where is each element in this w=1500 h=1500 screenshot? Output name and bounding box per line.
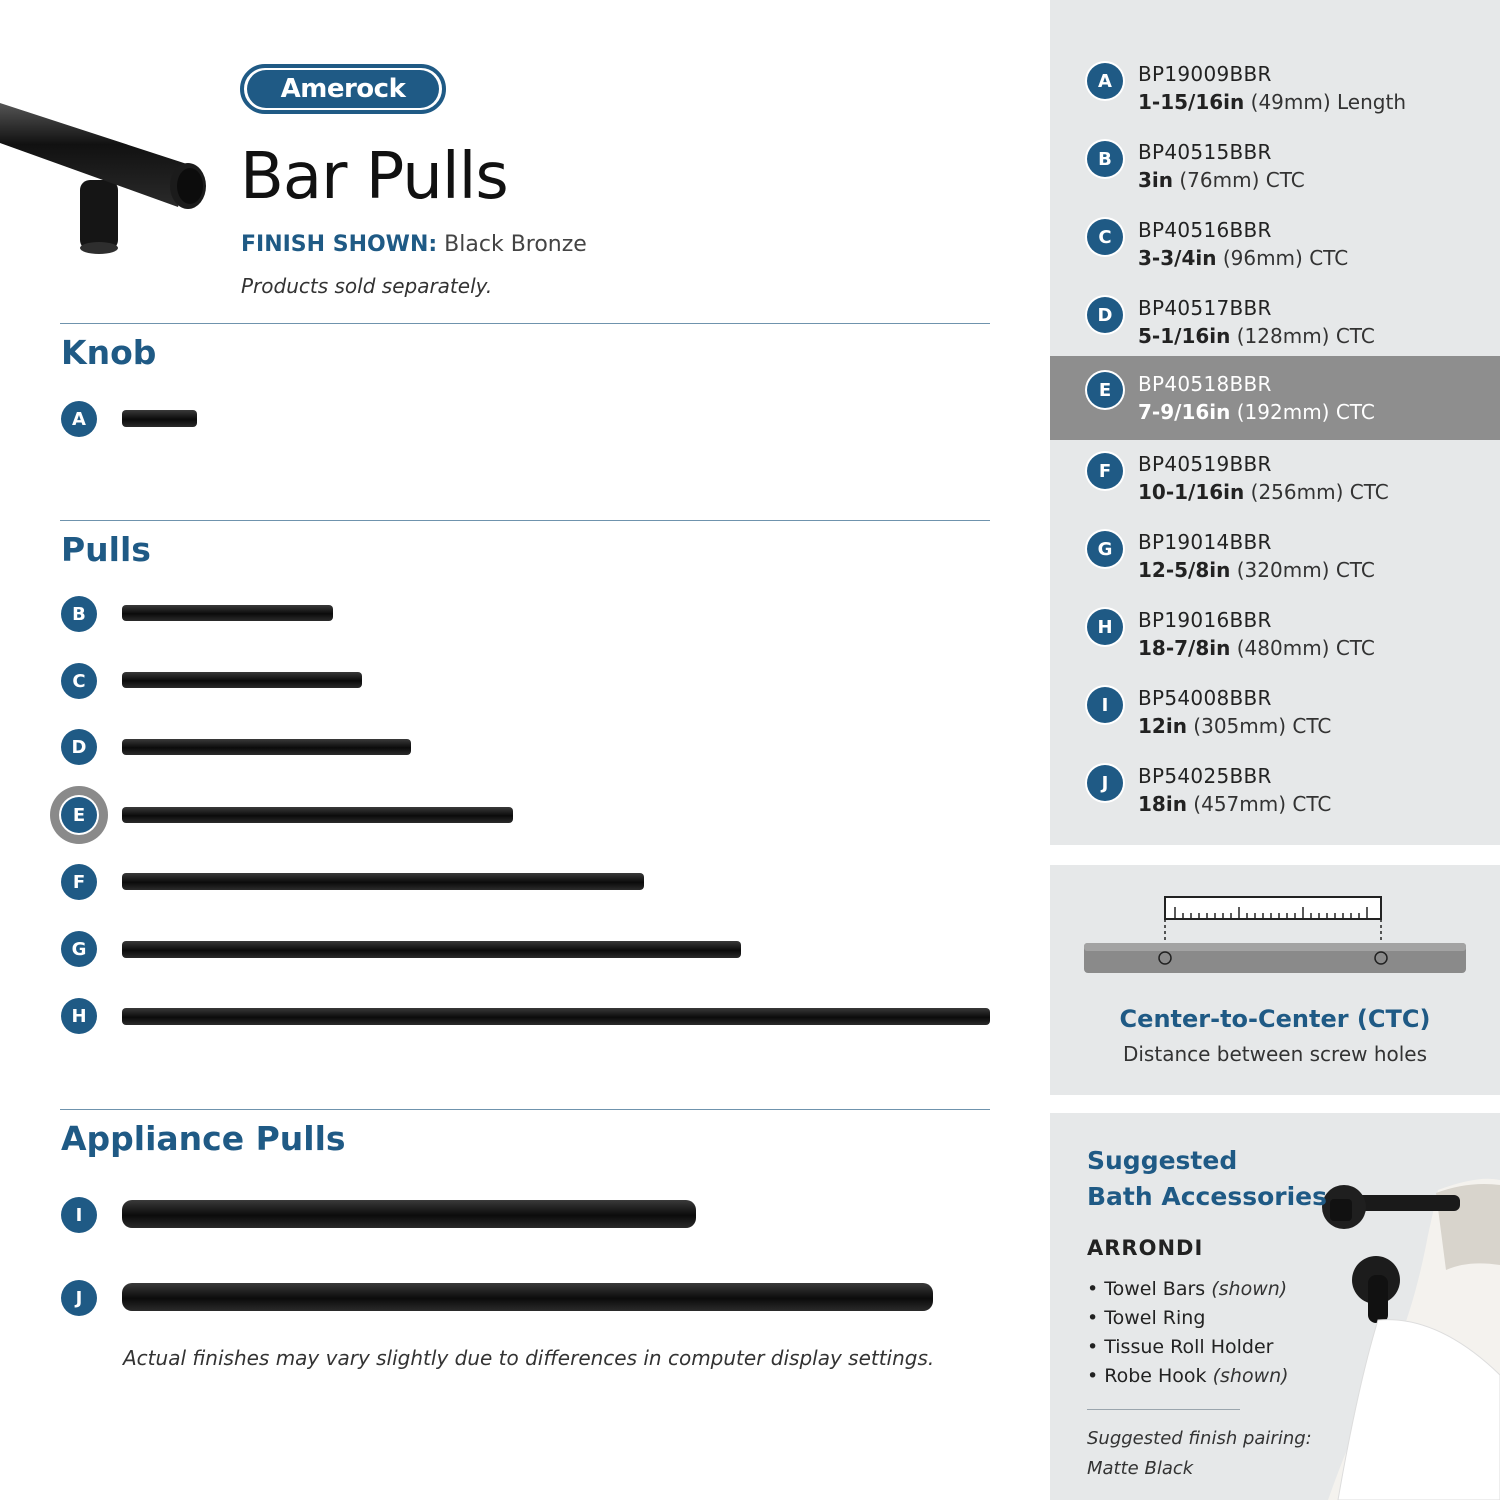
size-detail: (320mm) CTC (1236, 558, 1375, 582)
finish-value: Black Bronze (444, 232, 587, 257)
badge-a: A (61, 401, 97, 437)
size-detail: (256mm) CTC (1250, 480, 1389, 504)
list-size (1138, 480, 1389, 504)
size-detail: (96mm) CTC (1222, 246, 1349, 270)
suggested-title (1087, 1143, 1327, 1215)
accessory-name: Towel Ring (1104, 1307, 1206, 1329)
accessory-name: Towel Bars (1104, 1278, 1206, 1300)
size-detail: (76mm) CTC (1179, 168, 1305, 192)
size-imperial: 18-7/8in (1138, 636, 1231, 660)
footnote: Actual finishes may vary slightly due to differences in computer display settings. (123, 1346, 935, 1370)
size-imperial: 18in (1138, 792, 1187, 816)
list-size (1138, 90, 1406, 114)
list-size (1138, 558, 1375, 582)
list-size (1138, 792, 1331, 816)
finish-pairing-value: Matte Black (1087, 1458, 1194, 1479)
size-detail: (305mm) CTC (1193, 714, 1332, 738)
list-badge: B (1087, 141, 1123, 177)
bar-f (122, 873, 644, 890)
size-detail: (457mm) CTC (1193, 792, 1332, 816)
suggested-title-line1: Suggested (1087, 1146, 1238, 1175)
section-title-pulls: Pulls (61, 530, 151, 569)
list-sku: BP40518BBR (1138, 372, 1272, 396)
badge-c: C (61, 663, 97, 699)
list-badge: H (1087, 609, 1123, 645)
size-imperial: 1-15/16in (1138, 90, 1245, 114)
divider (1087, 1409, 1240, 1410)
list-size (1138, 714, 1331, 738)
bar-e (122, 807, 513, 823)
finish-pairing (1087, 1424, 1312, 1484)
divider (60, 520, 990, 521)
bar-j (122, 1283, 933, 1311)
bar-b (122, 605, 333, 621)
size-imperial: 5-1/16in (1138, 324, 1231, 348)
size-imperial: 12-5/8in (1138, 558, 1231, 582)
list-item-i (1050, 682, 1500, 760)
divider (60, 1109, 990, 1110)
list-sku: BP54008BBR (1138, 686, 1272, 710)
size-detail: (49mm) Length (1250, 90, 1407, 114)
accessory-note: (shown) (1211, 1278, 1288, 1300)
badge-e: E (61, 797, 97, 833)
section-title-appliance-pulls: Appliance Pulls (61, 1119, 346, 1158)
size-detail: (480mm) CTC (1236, 636, 1375, 660)
bar-i (122, 1200, 696, 1228)
collection-name: ARRONDI (1087, 1236, 1204, 1260)
size-imperial: 7-9/16in (1138, 400, 1231, 424)
list-item-c (1050, 214, 1500, 292)
list-size (1138, 168, 1305, 192)
list-sku: BP40516BBR (1138, 218, 1272, 242)
list-badge: C (1087, 219, 1123, 255)
badge-f: F (61, 864, 97, 900)
list-sku: BP19014BBR (1138, 530, 1272, 554)
size-imperial: 12in (1138, 714, 1187, 738)
bar-g (122, 941, 741, 958)
list-item-f (1050, 448, 1500, 526)
amerock-logo (240, 64, 446, 114)
list-badge: D (1087, 297, 1123, 333)
bar-pull-product-image (0, 95, 215, 260)
list-item-j (1050, 760, 1500, 838)
badge-d: D (61, 729, 97, 765)
list-size (1138, 400, 1375, 424)
list-size (1138, 324, 1375, 348)
bath-accessories-image (1318, 1175, 1500, 1500)
accessory-item: • Towel Ring (1087, 1307, 1206, 1329)
accessory-item: • Robe Hook (shown) (1087, 1365, 1289, 1387)
bar-c (122, 672, 362, 688)
list-sku: BP19009BBR (1138, 62, 1272, 86)
badge-e-highlight (50, 786, 108, 844)
page-title: Bar Pulls (240, 140, 508, 214)
list-sku: BP40517BBR (1138, 296, 1272, 320)
size-imperial: 10-1/16in (1138, 480, 1245, 504)
bar-h (122, 1008, 990, 1025)
ctc-subtitle: Distance between screw holes (1122, 1042, 1428, 1066)
list-item-b (1050, 136, 1500, 214)
ctc-diagram (1080, 893, 1470, 978)
list-item-e-selected (1050, 356, 1500, 440)
accessory-item: • Towel Bars (shown) (1087, 1278, 1288, 1300)
list-badge: G (1087, 531, 1123, 567)
badge-g: G (61, 931, 97, 967)
list-badge: E (1087, 372, 1123, 408)
size-detail: (192mm) CTC (1236, 400, 1375, 424)
accessory-note: (shown) (1212, 1365, 1289, 1387)
bar-d (122, 739, 411, 755)
list-item-g (1050, 526, 1500, 604)
list-sku: BP40515BBR (1138, 140, 1272, 164)
finish-label: FINISH SHOWN: (241, 232, 438, 257)
list-size (1138, 636, 1375, 660)
bar-a (122, 410, 197, 427)
accessory-name: Tissue Roll Holder (1104, 1336, 1274, 1358)
finish-pairing-label: Suggested finish pairing: (1087, 1428, 1312, 1449)
ctc-title: Center-to-Center (CTC) (1119, 1005, 1431, 1033)
badge-b: B (61, 596, 97, 632)
size-imperial: 3in (1138, 168, 1174, 192)
list-sku: BP40519BBR (1138, 452, 1272, 476)
list-item-h (1050, 604, 1500, 682)
size-detail: (128mm) CTC (1236, 324, 1375, 348)
badge-i: I (61, 1197, 97, 1233)
size-imperial: 3-3/4in (1138, 246, 1217, 270)
list-size (1138, 246, 1348, 270)
accessory-item: • Tissue Roll Holder (1087, 1336, 1274, 1358)
divider (60, 323, 990, 324)
list-sku: BP19016BBR (1138, 608, 1272, 632)
suggested-title-line2: Bath Accessories (1087, 1182, 1327, 1211)
amerock-logo-text: Amerock (247, 70, 439, 108)
list-badge: A (1087, 63, 1123, 99)
sold-separately-note: Products sold separately. (241, 274, 493, 298)
finish-shown (241, 232, 587, 257)
list-badge: J (1087, 765, 1123, 801)
list-badge: I (1087, 687, 1123, 723)
list-badge: F (1087, 453, 1123, 489)
list-item-a (1050, 58, 1500, 136)
section-title-knob: Knob (61, 333, 157, 372)
list-sku: BP54025BBR (1138, 764, 1272, 788)
badge-h: H (61, 998, 97, 1034)
badge-j: J (61, 1280, 97, 1316)
accessory-name: Robe Hook (1104, 1365, 1207, 1387)
